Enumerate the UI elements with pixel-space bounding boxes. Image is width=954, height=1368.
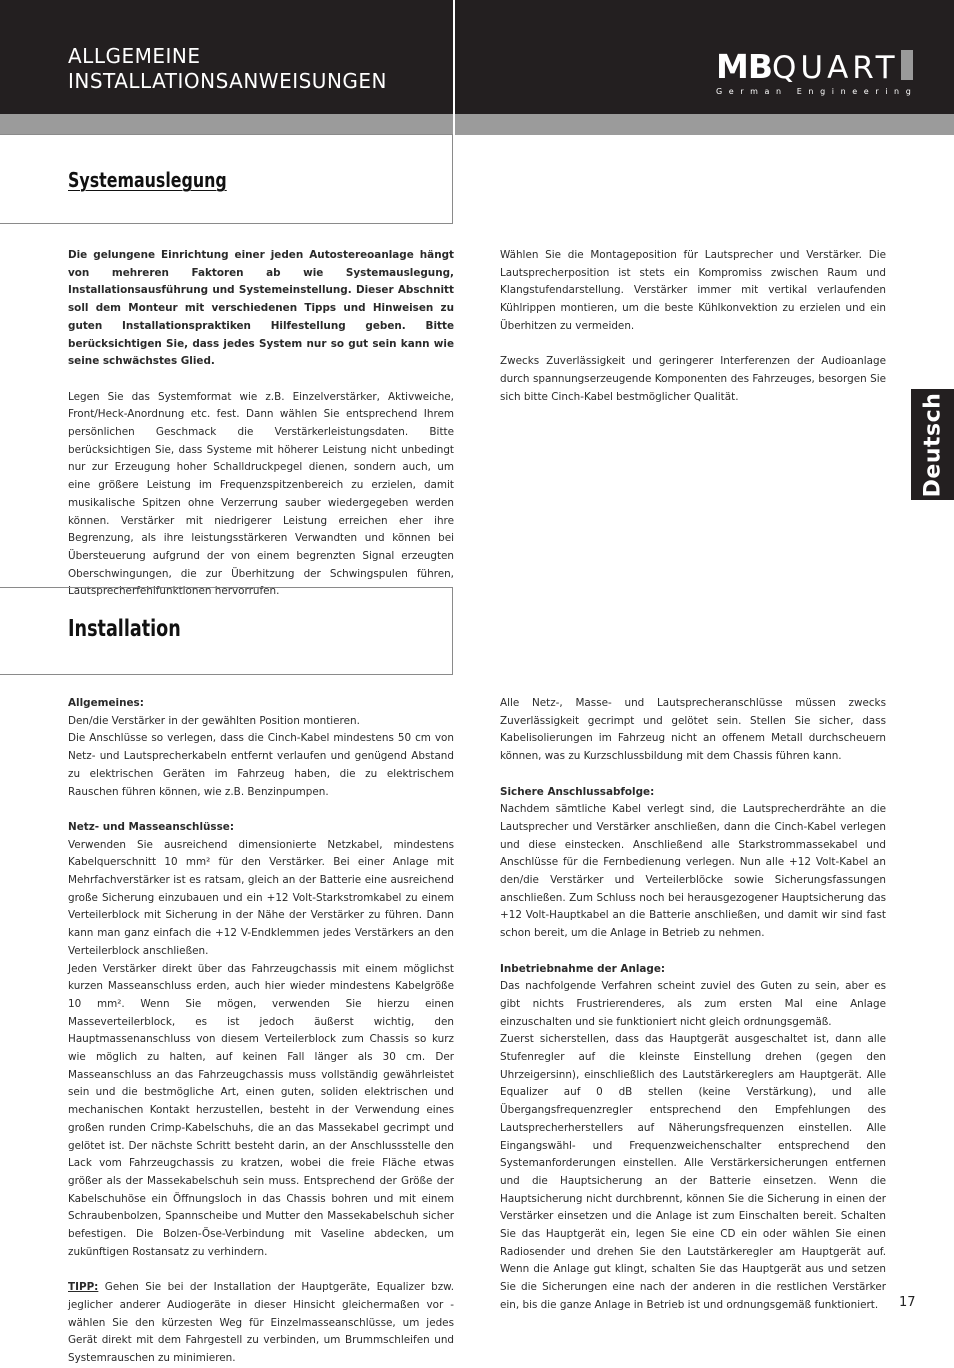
header-divider [453, 0, 455, 135]
page-title-line2: INSTALLATIONSANWEISUNGEN [68, 69, 388, 93]
allgemeines-heading: Allgemeines: [68, 697, 144, 709]
tipp-text: Gehen Sie bei der Installation der Hauptgeräte, Equalizer bzw. jeglicher anderer Audiogeräte in dieser Hinsicht gleichermaßen vor - wählen Sie den kürzesten Weg für Einzelmasseanschlüsse, um jedes Gerät direkt mit dem Fahrgestell zu verbinden, um Brummschleifen und Systemrauschen zu minimieren. [68, 1281, 454, 1364]
language-tab-label: Deutsch [920, 392, 945, 497]
installation-left-column [68, 695, 454, 1368]
header-grey-band [0, 114, 954, 135]
section-title-installation: Installation [68, 616, 181, 642]
tipp-paragraph [68, 1279, 454, 1368]
systemauslegung-right-column [500, 247, 886, 406]
systemauslegung-paragraph-3: Zwecks Zuverlässigkeit und geringerer Interferenzen der Audioanlage durch spannungserzeugende Komponenten des Fahrzeuges, besorgen Sie sich bitte Cinch-Kabel bestmöglicher Qualität. [500, 355, 886, 403]
page-title-line1: ALLGEMEINE [68, 44, 201, 68]
logo-quart-text: QUART [772, 50, 899, 86]
inbetrieb-text-1: Das nachfolgende Verfahren scheint zuviel des Guten zu sein, aber es gibt nichts Frustrierenderes, als zum ersten Mal eine Anlage einzuschalten und sie funktioniert nicht gleich ordnungsgemäß. [500, 980, 886, 1028]
installation-right-intro: Alle Netz-, Masse- und Lautsprecheranschlüsse müssen zwecks Zuverlässigkeit gecrimpt und gelötet sein. Stellen Sie sicher, dass Kabelisolierungen im Fahrzeug nicht an offenem Metall durchscheuern können, was zu Kurzschlussbildung mit dem Chassis führen kann. [500, 697, 886, 763]
sichere-heading: Sichere Anschlussabfolge: [500, 785, 655, 798]
systemauslegung-intro: Die gelungene Einrichtung einer jeden Autostereoanlage hängt von mehreren Faktoren ab wie Systemauslegung, Installationsausführung und Systemeinstellung. Dieser Abschnitt soll dem Monteur mit verschiedenen Tipps und Hinweisen zu guten Installationspraktiken Hilfestellung geben. Bitte berücksichtigen Sie, dass jedes System nur so gut sein kann wie seine schwächstes Glied. [68, 249, 454, 368]
installation-right-column [500, 695, 886, 1315]
netz-heading: Netz- und Masseanschlüsse: [68, 820, 234, 833]
systemauslegung-paragraph-1: Legen Sie das Systemformat wie z.B. Einzelverstärker, Aktivweiche, Front/Heck-Anordnung etc. fest. Dann wählen Sie entsprechend Ihrem persönlichen Geschmack die Verstärkerleistungsdaten. Bitte berücksichtigen Sie, dass Systeme mit höherer Leistung nicht unbedingt nur zur Erzeugung hoher Schalldruckpegel dienen, sondern auch, um eine größere Leistung im Frequenzspitzenbereich zu erzielen, damit musikalische Spitzen ohne Verzerrung sauber wiedergegeben werden können. Verstärker mit niedrigerer Leistung erreichen eher ihre Begrenzung, als ihre leistungsstärkeren Verwandten und können bei Übersteuerung aufgrund der von einem begrenzten Signal erzeugten Oberschwingungen, die zur Überhitzung der Schwingspulen führen, Lautsprecherfehlfunktionen hervorrufen. [68, 390, 454, 598]
netz-text-1: Verwenden Sie ausreichend dimensionierte Netzkabel, mindestens Kabelquerschnitt 10 mm² für den Verstärker. Bei einer Anlage mit Mehrfachverstärker ist es ratsam, gleich an der Batterie eine ausreichend große Sicherung einzubauen und ein +12 Volt-Starkstromkabel zu einem Verteilerblock mit Sicherung in der Nähe der Verstärker zu führen. Dann kann man ganz einfach die +12 V-Endklemmen jedes Verstärkers an den Verteilerblock anschließen. [68, 838, 454, 957]
section-title-systemauslegung: Systemauslegung [68, 168, 227, 192]
logo-mb-text: MB [716, 47, 772, 86]
allgemeines-text-2: Die Anschlüsse so verlegen, dass die Cinch-Kabel mindestens 50 cm von Netz- und Lautsprecherkabeln entfernt verlaufen und genügend Abstand zu elektrischen Geräten im Fahrzeug haben, die zu elektrischem Rauschen führen können, wie z.B. Benzinpumpen. [68, 732, 454, 798]
page-number: 17 [899, 1295, 916, 1310]
inbetrieb-text-2: Zuerst sicherstellen, dass das Hauptgerät ausgeschaltet ist, dann alle Stufenregler auf die kleinste Einstellung drehen (gegen den Uhrzeigersinn), einschließlich des Lautstärkereglers am Hauptgerät. Alle Equalizer auf 0 dB stellen (keine Verstärkung), und alle Übergangsfrequenzregler entsprechend den Empfehlungen des Lautsprecherherstellers auf Näherungsfrequenzen einstellen. Alle Eingangswähl- und Frequenzweichenschalter entsprechend den Systemanforderungen einstellen. Alle Verstärkersicherungen entfernen und die Hauptsicherung an der Batterie einsetzen. Wenn die Hauptsicherung nicht durchbrennt, können Sie die Sicherung in einen der Verstärker einsetzen und die Anlage ist zum Einschalten bereit. Schalten Sie das Hauptgerät ein, legen Sie eine CD ein oder wählen Sie einen Radiosender und drehen Sie den Lautstärkeregler am Hauptgerät auf. Wenn die Anlage gut klingt, schalten Sie das Hauptgerät aus und setzen Sie die Sicherungen eine nach der anderen in die restlichen Verstärker ein, bis die ganze Anlage in Betrieb ist und ordnungsgemäß funktioniert. [500, 1033, 886, 1311]
tipp-label: TIPP: [68, 1281, 99, 1294]
inbetrieb-heading: Inbetriebnahme der Anlage: [500, 962, 666, 975]
language-tab [911, 389, 954, 500]
page-title [68, 44, 387, 94]
sichere-text: Nachdem sämtliche Kabel verlegt sind, die Lautsprecherdrähte an die Lautsprecher und Verstärker anschließen, dann die Cinch-Kabel verlegen und diese einstecken. Anschließend alle Starkstrommassekabel und Anschlüsse für die Fernbedienung verlegen. Nun alle +12 Volt-Kabel an den/die Verstärker und Verteilerblöcke sowie Sicherungsfassungen anschließen. Zum Schluss noch bei herausgezogener Hauptsicherung das +12 Volt-Hauptkabel an die Batterie anschließen, und damit wir sind fast schon bereit, um die Anlage in Betrieb zu nehmen. [500, 803, 886, 940]
systemauslegung-left-column [68, 247, 454, 601]
systemauslegung-paragraph-2: Wählen Sie die Montageposition für Lautsprecher und Verstärker. Die Lautsprecherposition ist stets ein Kompromiss zwischen Raum und Klangstufendarstellung. Verstärker immer mit vertikal verlaufenden Kühlrippen montieren, um die beste Kühlkonvektion zu erzielen und ein Überhitzen zu vermeiden. [500, 249, 886, 332]
logo-tagline: German Engineering [716, 87, 918, 96]
brand-logo [716, 47, 918, 96]
netz-text-2: Jeden Verstärker direkt über das Fahrzeugchassis mit einem möglichst kurzen Masseanschluss erden, auch hier wieder mindestens Kabelgröße 10 mm². Wenn Sie mögen, verwenden Sie hierzu einen Masseverteilerblock, es ist jedoch äußerst wichtig, den Hauptmassenanschluss von diesem Verteilerblock zum Chassis so kurz wie möglich zu halten, auf keinen Fall länger als 30 cm. Der Masseanschluss an das Fahrzeugchassis muss vollständig gewährleistet sein und die bestmögliche Art, einen guten, soliden elektrischen und mechanischen Kontakt herzustellen, besteht in der Verwendung eines großen runden Crimp-Kabelschuhs, die an das Massekabel gecrimpt und gelötet ist. Der nächste Schritt besteht darin, an der Anschlussstelle den Lack vom Fahrzeugchassis zu kratzen, wobei die freie Fläche etwas größer als der Massekabelschuh sein muss. Entsprechend der Größe der Kabelschuhöse ein Öffnungsloch in das Chassis bohren und mit einem Schraubenbolzen, Spannscheibe und Mutter den Massekabelschuh sicher befestigen. Die Bolzen-Öse-Verbindung mit Vaseline abdecken, um zukünftigen Rostansatz zu verhindern. [68, 962, 454, 1258]
logo-block-icon [901, 50, 913, 80]
allgemeines-text-1: Den/die Verstärker in der gewählten Position montieren. [68, 714, 360, 727]
